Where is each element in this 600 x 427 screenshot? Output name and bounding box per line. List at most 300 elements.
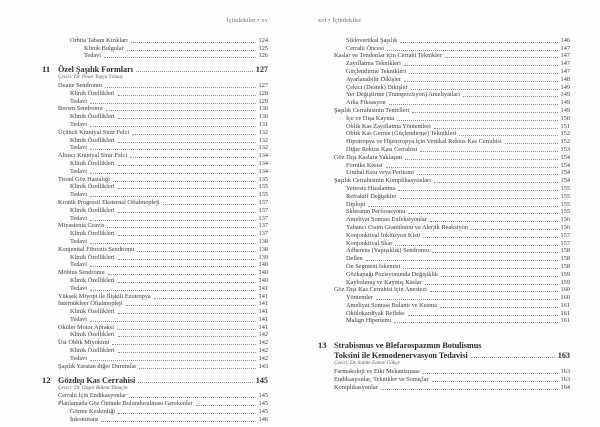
toc-entry bbox=[334, 367, 570, 375]
dot-leader bbox=[154, 298, 256, 299]
dot-leader bbox=[108, 274, 256, 275]
toc-entry-page-number: 132 bbox=[258, 128, 268, 136]
toc-entry bbox=[70, 167, 268, 175]
toc-entry-label: Üçüncü Kraniyal Sinir Felci bbox=[58, 128, 130, 136]
toc-entry bbox=[70, 346, 268, 354]
dot-leader bbox=[118, 118, 256, 119]
toc-entry-label: Oblik Kas Germe (Güçlendirme) Teknikleri bbox=[346, 130, 457, 138]
toc-entry bbox=[346, 223, 570, 231]
toc-entry-label: Klinik Özellikleri bbox=[70, 308, 115, 316]
toc-entry bbox=[346, 192, 570, 200]
toc-entry bbox=[346, 184, 570, 192]
dot-leader bbox=[106, 110, 256, 111]
dot-leader bbox=[131, 42, 256, 43]
dot-leader bbox=[90, 103, 256, 104]
toc-entry-label: Arka Fiksasyon bbox=[346, 99, 386, 107]
dot-leader bbox=[432, 252, 558, 253]
toc-entry-page-number: 129 bbox=[258, 97, 268, 105]
toc-entry-page-number: 142 bbox=[258, 339, 268, 347]
dot-leader bbox=[163, 204, 256, 205]
chapter-title-line bbox=[318, 350, 570, 360]
toc-entry-page-number: 135 bbox=[258, 191, 268, 199]
dot-leader bbox=[432, 381, 558, 382]
page-header-right: xvi • İçindekiler bbox=[318, 17, 362, 24]
toc-entry-page-number: 152 bbox=[560, 130, 570, 138]
dot-leader bbox=[129, 397, 255, 398]
toc-entry bbox=[70, 331, 268, 339]
toc-entry bbox=[346, 247, 570, 255]
dot-leader bbox=[398, 190, 557, 191]
toc-entry-label: Kronik Progresif Eksternal Oftalmopleji bbox=[58, 198, 160, 206]
toc-entry bbox=[346, 293, 570, 301]
toc-entry-page-number: 141 bbox=[258, 292, 268, 300]
dot-leader bbox=[408, 315, 558, 316]
chapter-title-line bbox=[42, 64, 268, 74]
toc-entry-page-number: 160 bbox=[560, 294, 570, 302]
toc-entry-page-number: 140 bbox=[258, 261, 268, 269]
chapter-page-number: 163 bbox=[557, 351, 570, 361]
dot-leader bbox=[463, 96, 558, 97]
toc-entry bbox=[346, 161, 570, 169]
toc-entry bbox=[334, 286, 570, 294]
toc-entry-page-number: 156 bbox=[560, 216, 570, 224]
toc-entry bbox=[346, 169, 570, 177]
toc-entry bbox=[70, 214, 268, 222]
toc-entry-label: Klinik Özellikleri bbox=[70, 276, 115, 284]
toc-entry bbox=[346, 145, 570, 153]
dot-leader bbox=[132, 134, 255, 135]
dot-leader bbox=[389, 104, 558, 105]
toc-entry-page-number: 142 bbox=[258, 354, 268, 362]
toc-entry bbox=[70, 415, 268, 423]
toc-entry-page-number: 163 bbox=[560, 368, 570, 376]
toc-entry-page-number: 163 bbox=[560, 375, 570, 383]
toc-entry-page-number: 132 bbox=[258, 136, 268, 144]
toc-entry bbox=[84, 44, 268, 52]
dot-leader bbox=[90, 290, 256, 291]
toc-entry bbox=[346, 137, 570, 145]
dot-leader bbox=[118, 352, 256, 353]
toc-entry-page-number: 135 bbox=[258, 175, 268, 183]
toc-entry-label: Tedavi bbox=[70, 144, 88, 152]
dot-leader bbox=[445, 57, 558, 58]
dot-leader bbox=[397, 120, 557, 121]
dot-leader bbox=[441, 276, 558, 277]
toc-entry bbox=[346, 83, 570, 91]
toc-entry-page-number: 141 bbox=[258, 323, 268, 331]
toc-entry-label: Farmakoloji ve Etki Mekanizması bbox=[334, 368, 420, 376]
dot-leader bbox=[368, 206, 557, 207]
toc-entry-page-number: 135 bbox=[258, 183, 268, 191]
dot-leader bbox=[411, 89, 558, 90]
toc-entry-label: Siklovertikal Şaşılık bbox=[346, 36, 398, 44]
toc-entry-label: Tedavi bbox=[70, 354, 88, 362]
toc-entry bbox=[334, 383, 570, 391]
toc-entry bbox=[346, 75, 570, 83]
toc-entry-label: Klinik Özellikleri bbox=[70, 113, 115, 121]
toc-entry-label: Miyastenia Gravis bbox=[58, 222, 105, 230]
toc-entry-page-number: 147 bbox=[560, 44, 570, 52]
toc-entry bbox=[70, 237, 268, 245]
toc-entry-page-number: 145 bbox=[258, 407, 268, 415]
toc-entry-page-number: 137 bbox=[258, 230, 268, 238]
dot-leader bbox=[90, 220, 256, 221]
chapter-heading bbox=[42, 64, 268, 81]
toc-entry-label: Hipotropya ve Hipertropya için Vertikal Rektus Kas Cerrahisi bbox=[346, 138, 502, 146]
toc-entry bbox=[70, 315, 268, 323]
toc-entry-label: Tedavi bbox=[84, 52, 102, 60]
toc-entry-page-number: 158 bbox=[560, 255, 570, 263]
toc-entry bbox=[70, 190, 268, 198]
toc-entry bbox=[334, 106, 570, 114]
dot-leader bbox=[423, 373, 558, 374]
toc-entry-label: Möbius Sendromu bbox=[58, 269, 105, 277]
toc-entry-label: İçe ve Dışa Kayma bbox=[346, 114, 395, 122]
toc-entry-label: Oblik Kas Zayıflatma Yöntemleri bbox=[346, 122, 431, 130]
chapter-title: Gözdışı Kas Cerrahisi bbox=[58, 375, 136, 385]
toc-entry-label: İnkomitans bbox=[70, 415, 99, 423]
toc-entry-label: Klinik Özellikleri bbox=[70, 159, 115, 167]
dot-leader bbox=[118, 413, 255, 414]
dot-leader bbox=[471, 357, 555, 358]
toc-entry-page-number: 155 bbox=[560, 208, 570, 216]
toc-entry-page-number: 141 bbox=[258, 308, 268, 316]
toc-entry-page-number: 148 bbox=[560, 75, 570, 83]
toc-entry-page-number: 154 bbox=[560, 169, 570, 177]
dot-leader bbox=[90, 360, 256, 361]
toc-entry-label: Ön Segment İskemisi bbox=[346, 262, 401, 270]
dot-leader bbox=[425, 284, 558, 285]
dot-leader bbox=[505, 143, 558, 144]
toc-entry-page-number: 145 bbox=[258, 400, 268, 408]
chapter-number: 13 bbox=[318, 340, 327, 351]
toc-entry-label: Dellen bbox=[346, 255, 363, 263]
toc-entry-page-number: 138 bbox=[258, 237, 268, 245]
chapter-number: 12 bbox=[42, 374, 51, 385]
dot-leader bbox=[423, 237, 557, 238]
toc-entry-label: Şaşılık Cerrahisinin Komplikasyonları bbox=[334, 177, 431, 185]
toc-entry-page-number: 154 bbox=[560, 177, 570, 185]
dot-leader bbox=[395, 245, 557, 246]
toc-entry-label: Ameliyat Sonrası Bulantı ve Kusma bbox=[346, 301, 437, 309]
toc-entry bbox=[70, 229, 268, 237]
toc-entry-label: Planlamada Göz Önünde Bulundurulması Gerekenler bbox=[58, 400, 193, 408]
toc-entry bbox=[346, 262, 570, 270]
toc-entry-page-number: 134 bbox=[258, 167, 268, 175]
toc-entry-page-number: 132 bbox=[258, 144, 268, 152]
dot-leader bbox=[136, 71, 253, 72]
toc-entry-page-number: 124 bbox=[258, 36, 268, 44]
toc-entry-page-number: 125 bbox=[258, 44, 268, 52]
dot-leader bbox=[471, 229, 558, 230]
toc-entry-label: Şaşılık Yaratan diğer Durumlar bbox=[58, 362, 137, 370]
toc-entry-page-number: 145 bbox=[258, 392, 268, 400]
toc-entry-page-number: 141 bbox=[258, 284, 268, 292]
toc-entry bbox=[70, 36, 268, 44]
dot-leader bbox=[90, 321, 256, 322]
toc-entry bbox=[70, 136, 268, 144]
toc-entry-page-number: 159 bbox=[560, 270, 570, 278]
toc-entry-label: Kaybolmuş ve Kaymış Kaslar bbox=[346, 278, 422, 286]
toc-entry-label: Yöntemler bbox=[346, 294, 373, 302]
toc-entry-page-number: 142 bbox=[258, 347, 268, 355]
toc-entry bbox=[346, 98, 570, 106]
toc-entry bbox=[70, 183, 268, 191]
toc-entry-label: Tiroid Göz Hastalığı bbox=[58, 175, 110, 183]
toc-entry-label: Diğer Rektus Kası Cerrahisi bbox=[346, 145, 418, 153]
toc-entry bbox=[58, 391, 268, 399]
toc-entry-page-number: 141 bbox=[258, 315, 268, 323]
dot-leader bbox=[408, 213, 557, 214]
toc-column-left bbox=[42, 36, 268, 423]
toc-entry-page-number: 140 bbox=[258, 276, 268, 284]
dot-leader bbox=[381, 389, 558, 390]
toc-column-right bbox=[318, 36, 570, 391]
toc-entry-page-number: 149 bbox=[560, 83, 570, 91]
toc-entry-label: Cerrahi Öncesi bbox=[346, 44, 384, 52]
dot-leader bbox=[126, 305, 256, 306]
toc-entry bbox=[346, 301, 570, 309]
toc-entry bbox=[346, 200, 570, 208]
dot-leader bbox=[387, 50, 558, 51]
toc-entry-page-number: 127 bbox=[258, 81, 268, 89]
toc-entry bbox=[70, 261, 268, 269]
toc-entry-label: Konjonktival Skar bbox=[346, 239, 393, 247]
toc-entry bbox=[334, 153, 570, 161]
dot-leader bbox=[417, 174, 558, 175]
dot-leader bbox=[118, 212, 256, 213]
toc-entry-label: Klinik Özellikleri bbox=[70, 253, 115, 261]
page-header-left: İçindekiler • xv bbox=[226, 17, 268, 24]
toc-entry bbox=[58, 81, 268, 89]
dot-leader bbox=[137, 251, 255, 252]
toc-entry-page-number: 147 bbox=[560, 52, 570, 60]
toc-entry-label: İnternükleer Oftalmopleji bbox=[58, 300, 123, 308]
toc-entry-label: Tedavi bbox=[70, 284, 88, 292]
toc-entry bbox=[58, 198, 268, 206]
toc-entry bbox=[346, 317, 570, 325]
dot-leader bbox=[104, 57, 256, 58]
toc-entry-page-number: 147 bbox=[560, 60, 570, 68]
chapter-number: 11 bbox=[42, 64, 51, 75]
toc-entry bbox=[58, 268, 268, 276]
toc-entry-page-number: 150 bbox=[560, 114, 570, 122]
dot-leader bbox=[139, 368, 255, 369]
dot-leader bbox=[113, 181, 256, 182]
dot-leader bbox=[459, 135, 557, 136]
dot-leader bbox=[127, 50, 256, 51]
toc-entry bbox=[346, 130, 570, 138]
toc-entry-page-number: 164 bbox=[560, 383, 570, 391]
toc-entry-page-number: 146 bbox=[258, 415, 268, 423]
toc-entry-page-number: 155 bbox=[560, 200, 570, 208]
toc-entry-page-number: 161 bbox=[560, 301, 570, 309]
toc-entry bbox=[70, 307, 268, 315]
toc-entry-page-number: 134 bbox=[258, 152, 268, 160]
toc-entry-page-number: 161 bbox=[560, 317, 570, 325]
translator-credit: Çeviri: Dr. Sabite Emine Gökçe bbox=[334, 360, 400, 367]
toc-entry-label: Okülokardiyak Refleks bbox=[346, 309, 405, 317]
toc-entry bbox=[346, 215, 570, 223]
toc-entry-label: Klinik Özellikleri bbox=[70, 347, 115, 355]
toc-entry-label: Göz Dışı Kaslara Yaklaşım bbox=[334, 153, 403, 161]
toc-entry bbox=[334, 52, 570, 60]
dot-leader bbox=[118, 142, 256, 143]
toc-entry bbox=[58, 292, 268, 300]
dot-leader bbox=[430, 221, 558, 222]
chapter-heading bbox=[318, 340, 570, 367]
toc-entry-label: Klinik Özellikleri bbox=[70, 89, 115, 97]
toc-entry-label: Ayarlanabilir Dikişler bbox=[346, 75, 401, 83]
toc-entry-label: Üst Oblik Miyokimi bbox=[58, 339, 110, 347]
toc-entry bbox=[58, 151, 268, 159]
toc-entry-page-number: 158 bbox=[560, 262, 570, 270]
toc-entry-label: Çekici (Destek) Dikişler bbox=[346, 83, 408, 91]
toc-entry-page-number: 154 bbox=[560, 161, 570, 169]
toc-entry bbox=[346, 44, 570, 52]
toc-entry bbox=[84, 52, 268, 60]
dot-leader bbox=[90, 126, 256, 127]
toc-entry-page-number: 155 bbox=[560, 192, 570, 200]
dot-leader bbox=[430, 291, 558, 292]
toc-entry-label: Komplikasyonlar bbox=[334, 383, 378, 391]
dot-leader bbox=[376, 299, 558, 300]
toc-entry-label: Şaşılık Cerrahisinin Temelleri bbox=[334, 106, 410, 114]
toc-entry bbox=[346, 239, 570, 247]
toc-entry bbox=[58, 105, 268, 113]
toc-entry-page-number: 158 bbox=[560, 247, 570, 255]
dot-leader bbox=[118, 188, 256, 189]
translator-credit: Çeviri: Dr. Pınar Topçu Yılmaz bbox=[58, 74, 123, 81]
toc-entry-page-number: 156 bbox=[560, 223, 570, 231]
toc-entry bbox=[58, 399, 268, 407]
dot-leader bbox=[403, 268, 557, 269]
toc-entry-label: Konjonktival İnklüzyon Kisti bbox=[346, 231, 421, 239]
dot-leader bbox=[405, 159, 557, 160]
toc-entry-label: Tedavi bbox=[70, 97, 88, 105]
dot-leader bbox=[90, 266, 256, 267]
toc-entry-label: Görme Keskinliği bbox=[70, 407, 116, 415]
toc-entry-page-number: 161 bbox=[560, 309, 570, 317]
toc-entry bbox=[346, 36, 570, 44]
toc-entry bbox=[334, 176, 570, 184]
toc-entry bbox=[70, 120, 268, 128]
toc-entry-page-number: 138 bbox=[258, 245, 268, 253]
dot-leader bbox=[118, 313, 256, 314]
translator-credit: Çeviri: Dr. Özgür Bülent Timuçin bbox=[58, 384, 128, 391]
dot-leader bbox=[90, 149, 256, 150]
dot-leader bbox=[394, 322, 557, 323]
toc-entry-label: Gözkapağı Pozisyonunda Değişiklik bbox=[346, 270, 438, 278]
toc-entry bbox=[70, 159, 268, 167]
chapter-title: Özel Şaşılık Formları bbox=[58, 65, 134, 75]
toc-entry-label: Orbita Tabanı Kırıkları bbox=[70, 36, 128, 44]
toc-entry-label: Klinik Özellikleri bbox=[70, 206, 115, 214]
toc-entry-label: Diplopi bbox=[346, 200, 366, 208]
toc-entry-page-number: 137 bbox=[258, 206, 268, 214]
dot-leader bbox=[412, 112, 557, 113]
dot-leader bbox=[434, 128, 558, 129]
toc-entry-page-number: 159 bbox=[560, 278, 570, 286]
dot-leader bbox=[386, 167, 558, 168]
dot-leader bbox=[400, 198, 558, 199]
toc-entry bbox=[346, 59, 570, 67]
toc-entry-page-number: 134 bbox=[258, 159, 268, 167]
toc-entry-page-number: 149 bbox=[560, 91, 570, 99]
toc-entry-page-number: 149 bbox=[560, 99, 570, 107]
toc-entry bbox=[70, 89, 268, 97]
toc-entry-page-number: 140 bbox=[258, 269, 268, 277]
toc-entry-page-number: 153 bbox=[560, 145, 570, 153]
dot-leader bbox=[117, 329, 256, 330]
toc-entry bbox=[346, 278, 570, 286]
toc-entry-label: Güçlendirme Teknikleri bbox=[346, 67, 407, 75]
toc-entry-page-number: 143 bbox=[258, 362, 268, 370]
toc-entry-label: Tedavi bbox=[70, 261, 88, 269]
dot-leader bbox=[118, 235, 256, 236]
dot-leader bbox=[420, 151, 557, 152]
dot-leader bbox=[434, 182, 558, 183]
toc-entry bbox=[346, 231, 570, 239]
toc-entry-label: Yüksek Miyopi ile İlişkili Ezotropya bbox=[58, 292, 151, 300]
toc-entry-page-number: 152 bbox=[560, 138, 570, 146]
dot-leader bbox=[112, 344, 255, 345]
toc-entry-label: Duane Sendromu bbox=[58, 81, 102, 89]
toc-entry bbox=[58, 323, 268, 331]
dot-leader bbox=[118, 282, 256, 283]
dot-leader bbox=[101, 421, 255, 422]
chapter-title-line bbox=[318, 340, 570, 350]
toc-entry-page-number: 137 bbox=[258, 222, 268, 230]
toc-entry-page-number: 154 bbox=[560, 153, 570, 161]
toc-entry bbox=[70, 206, 268, 214]
toc-entry-label: Klinik Bulgular bbox=[84, 44, 124, 52]
dot-leader bbox=[130, 157, 255, 158]
toc-entry bbox=[346, 122, 570, 130]
toc-entry-page-number: 131 bbox=[258, 120, 268, 128]
toc-entry bbox=[346, 208, 570, 216]
toc-entry-label: Yer Değiştirme (Transpozisyon) Ameliyatları bbox=[346, 91, 461, 99]
dot-leader bbox=[90, 173, 256, 174]
dot-leader bbox=[107, 227, 255, 228]
dot-leader bbox=[105, 87, 256, 88]
toc-entry-page-number: 160 bbox=[560, 286, 570, 294]
dot-leader bbox=[118, 95, 256, 96]
toc-entry-page-number: 137 bbox=[258, 198, 268, 206]
toc-entry bbox=[346, 254, 570, 262]
dot-leader bbox=[404, 65, 558, 66]
toc-entry-page-number: 157 bbox=[560, 231, 570, 239]
toc-entry-label: Adherens (Yapışıklık) Sendromu bbox=[346, 247, 429, 255]
dot-leader bbox=[118, 336, 256, 337]
toc-entry-label: Tedavi bbox=[70, 120, 88, 128]
dot-leader bbox=[118, 259, 256, 260]
toc-entry bbox=[70, 144, 268, 152]
toc-entry-page-number: 155 bbox=[560, 184, 570, 192]
toc-entry-label: Kaslar ve Tendonlar için Cerrahi Teknikler bbox=[334, 52, 442, 60]
chapter-heading bbox=[42, 375, 268, 392]
toc-entry-label: Skleranın Perforasyonu bbox=[346, 208, 406, 216]
toc-entry bbox=[58, 222, 268, 230]
toc-entry-label: Malign Hipertemi bbox=[346, 317, 392, 325]
toc-entry bbox=[70, 354, 268, 362]
toc-entry bbox=[346, 270, 570, 278]
toc-entry-label: Klinik Özellikleri bbox=[70, 136, 115, 144]
dot-leader bbox=[440, 307, 558, 308]
dot-leader bbox=[400, 42, 557, 43]
toc-entry-label: Konjenital Fibrozis Sendromu bbox=[58, 245, 135, 253]
toc-entry-label: Refraktif Değişikler bbox=[346, 192, 397, 200]
